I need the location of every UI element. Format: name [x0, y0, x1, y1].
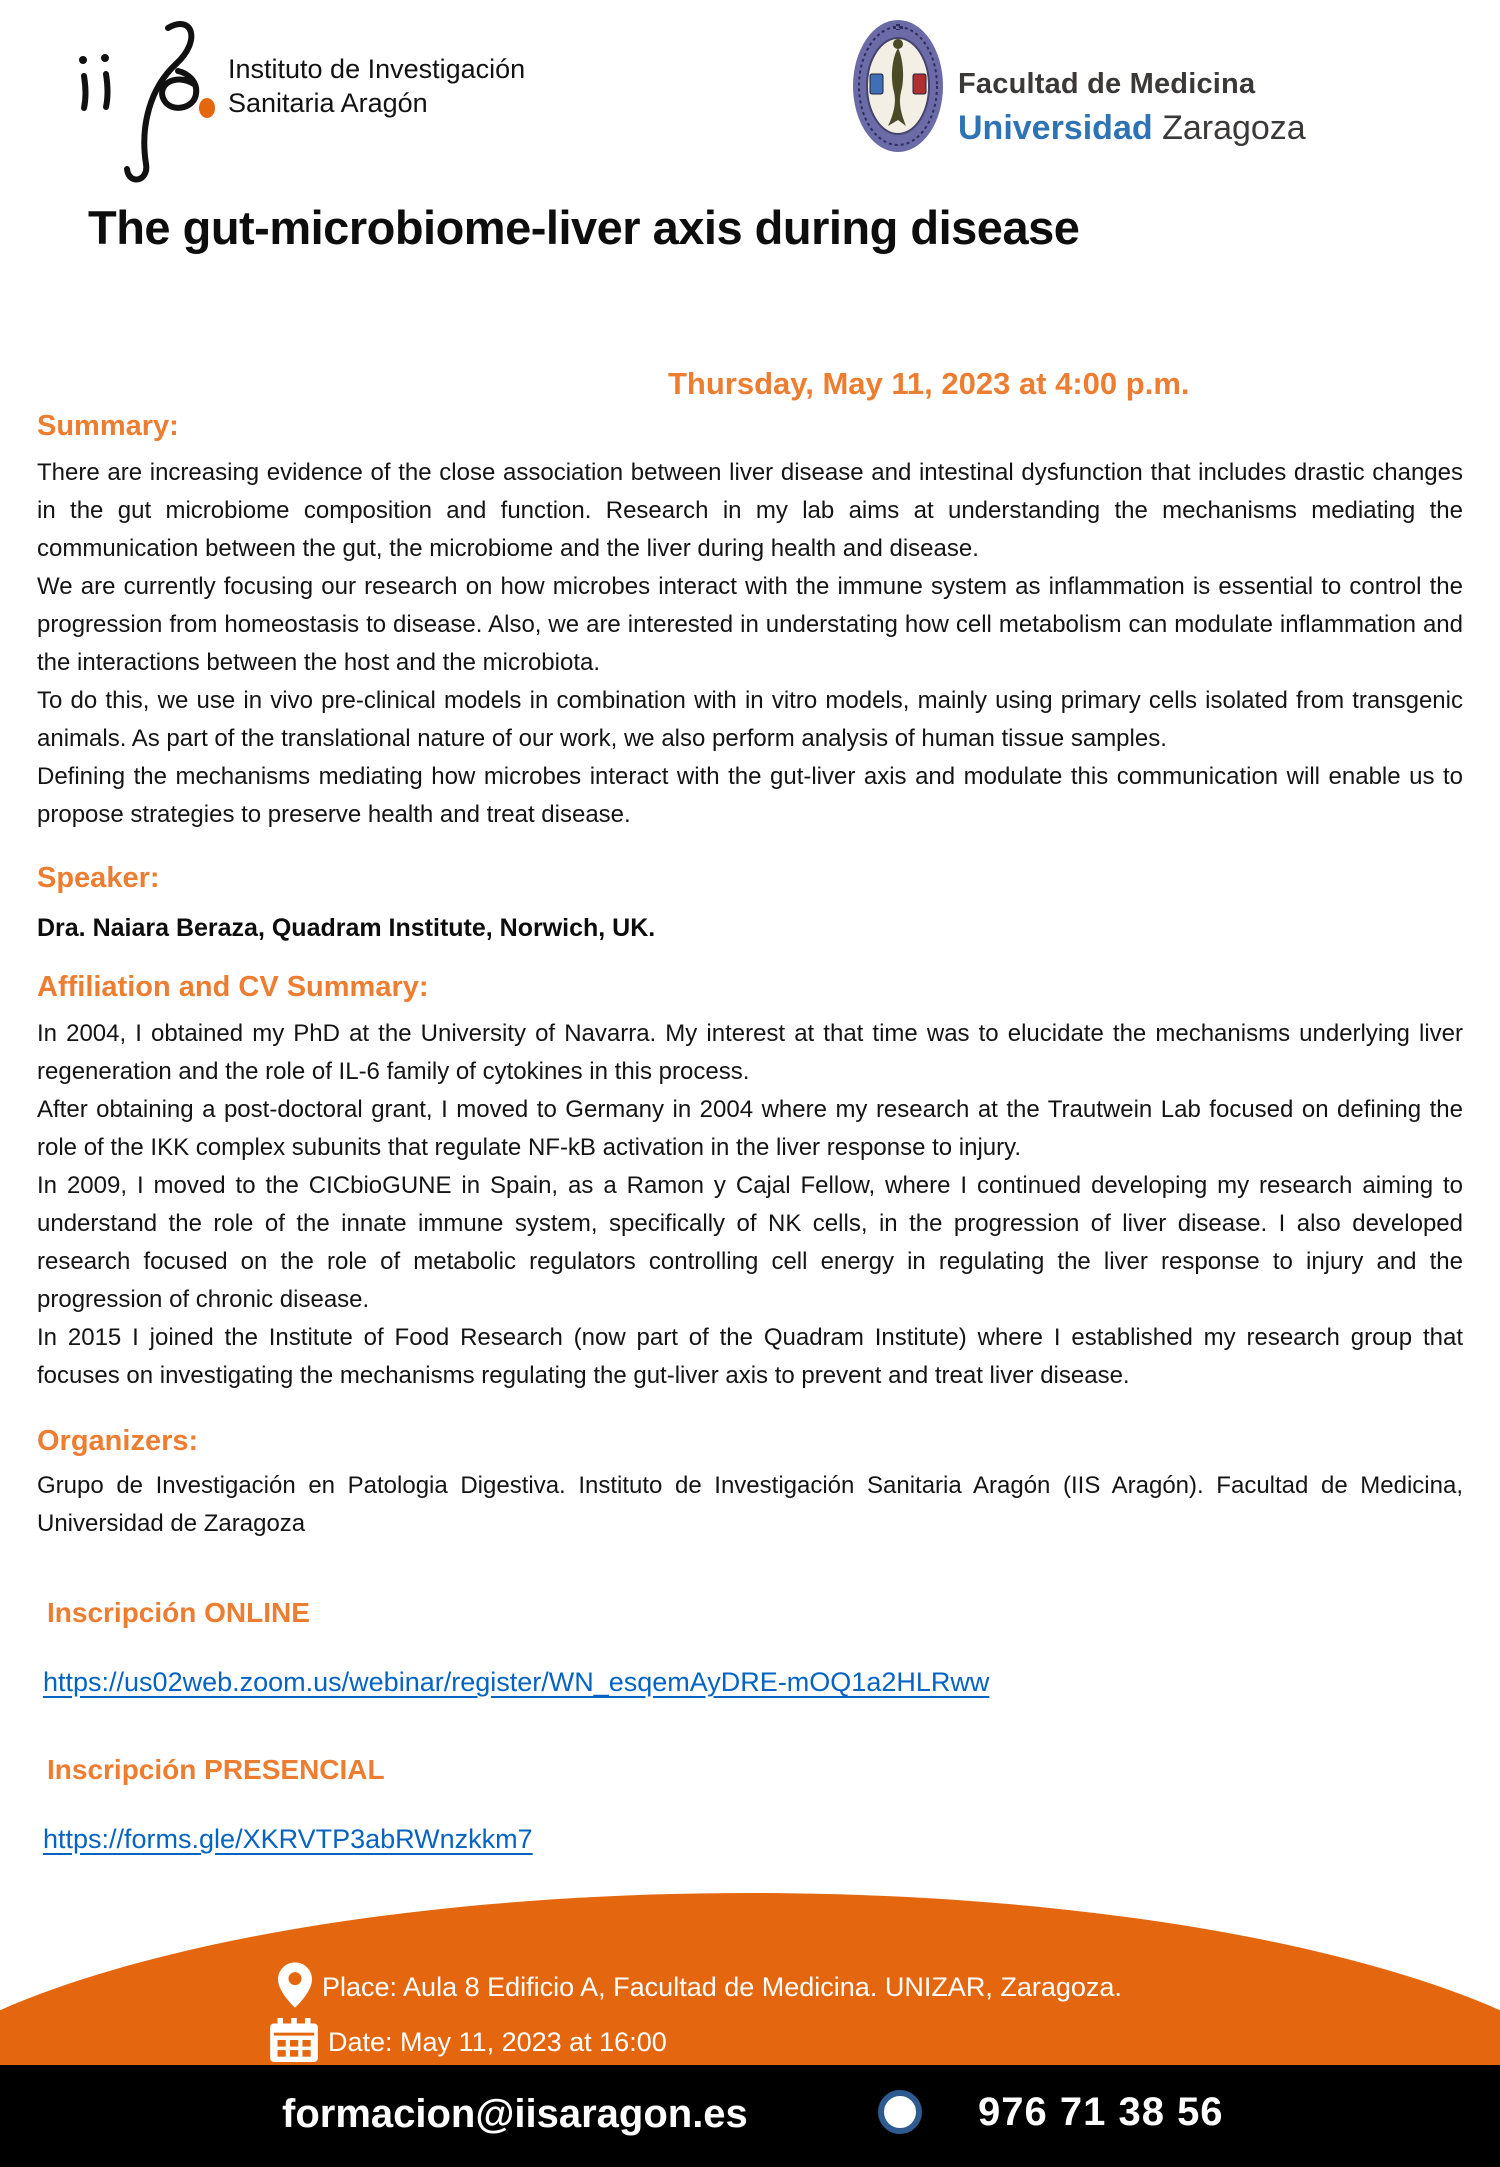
zaragoza-word: Zaragoza: [1162, 109, 1306, 147]
summary-paragraph: We are currently focusing our research on how microbes interact with the immune system as inflammation is essential to control the progression from homeostasis to disease. Also, we are interested in understating how cell metabolism can modulate inflammation and the interactions between the host and the microbiota.: [37, 573, 1463, 676]
speaker-name: Dra. Naiara Beraza, Quadram Institute, Norwich, UK.: [37, 914, 656, 942]
event-datetime: Thursday, May 11, 2023 at 4:00 p.m.: [668, 366, 1190, 401]
footer-date-row: [270, 2018, 667, 2067]
iis-logo-line1: Instituto de Investigación: [228, 54, 526, 84]
cv-paragraph: After obtaining a post-doctoral grant, I moved to Germany in 2004 where my research at the Trautwein Lab focused on defining the role of the IKK complex subunits that regulate NF-kB activation in the liver response to injury.: [37, 1096, 1463, 1161]
iis-logo-line2: Sanitaria Aragón: [228, 88, 428, 118]
calendar-icon: [270, 2018, 318, 2067]
inscripcion-presencial-heading: Inscripción PRESENCIAL: [47, 1754, 385, 1785]
cv-paragraph: In 2009, I moved to the CICbioGUNE in Spain, as a Ramon y Cajal Fellow, where I continued developing my research aiming to understand the role of the innate immune system, specifically of NK cells, in the progression of liver disease. I also developed research focused on the role of metabolic regulators controlling cell energy in regulating the liver response to injury and the progression of chronic disease.: [37, 1172, 1463, 1313]
main-content: [37, 408, 1463, 1855]
footer-date-text: Date: May 11, 2023 at 16:00: [328, 2027, 667, 2057]
organizers-text: Grupo de Investigación en Patologia Digestiva. Instituto de Investigación Sanitaria Aragón (IIS Aragón). Facultad de Medicina, Universidad de Zaragoza: [37, 1472, 1463, 1537]
inscripcion-online-heading: Inscripción ONLINE: [47, 1597, 310, 1628]
page-title: The gut-microbiome-liver axis during disease: [88, 201, 1080, 254]
contact-email: formacion@iisaragon.es: [282, 2092, 748, 2136]
cv-heading: Affiliation and CV Summary:: [37, 971, 429, 1003]
footer-place-row: [278, 1962, 1122, 2013]
place-pin-icon: [278, 1962, 312, 2013]
cv-paragraph: In 2015 I joined the Institute of Food Research (now part of the Quadram Institute) where I established my research group that focuses on investigating the mechanisms regulating the gut-liver axis to prevent and treat liver disease.: [37, 1324, 1463, 1389]
iis-aragon-logo-text: [228, 52, 525, 120]
cv-paragraph: In 2004, I obtained my PhD at the University of Navarra. My interest at that time was to elucidate the mechanisms underlying liver regeneration and the role of IL-6 family of cytokines in this process.: [37, 1020, 1463, 1085]
medicina-seal-icon: [852, 18, 944, 159]
summary-paragraph: There are increasing evidence of the close association between liver disease and intestinal dysfunction that includes drastic changes in the gut microbiome composition and function. Research in my lab aims at understanding the mechanisms mediating the communication between the gut, the microbiome and the liver during health and disease.: [37, 459, 1463, 562]
facultad-medicina-label: Facultad de Medicina: [958, 68, 1256, 100]
cv-paragraphs: [37, 1015, 1463, 1395]
phone-circle-icon: [878, 2090, 922, 2134]
footer-place-text: Place: Aula 8 Edificio A, Facultad de Medicina. UNIZAR, Zaragoza.: [322, 1972, 1122, 2002]
summary-heading: Summary:: [37, 410, 179, 442]
universidad-zaragoza-label: [958, 109, 1306, 148]
universidad-word: Universidad: [958, 109, 1153, 147]
presencial-registration-link[interactable]: https://forms.gle/XKRVTP3abRWnzkkm7: [43, 1824, 533, 1854]
summary-paragraph: To do this, we use in vivo pre-clinical models in combination with in vitro models, mainly using primary cells isolated from transgenic animals. As part of the translational nature of our work, we also perform analysis of human tissue samples.: [37, 687, 1463, 752]
speaker-heading: Speaker:: [37, 862, 160, 894]
contact-phone: 976 71 38 56: [978, 2090, 1224, 2134]
organizers-heading: Organizers:: [37, 1425, 199, 1457]
medicina-logo-text: [958, 68, 1306, 148]
online-registration-link[interactable]: https://us02web.zoom.us/webinar/register/WN_esqemAyDRE-mOQ1a2HLRww: [43, 1667, 990, 1697]
summary-paragraph: Defining the mechanisms mediating how microbes interact with the gut-liver axis and modulate this communication will enable us to propose strategies to preserve health and treat disease.: [37, 763, 1463, 828]
iis-aragon-logo-icon: [68, 14, 218, 189]
footer-contact-bar: [0, 2065, 1500, 2167]
